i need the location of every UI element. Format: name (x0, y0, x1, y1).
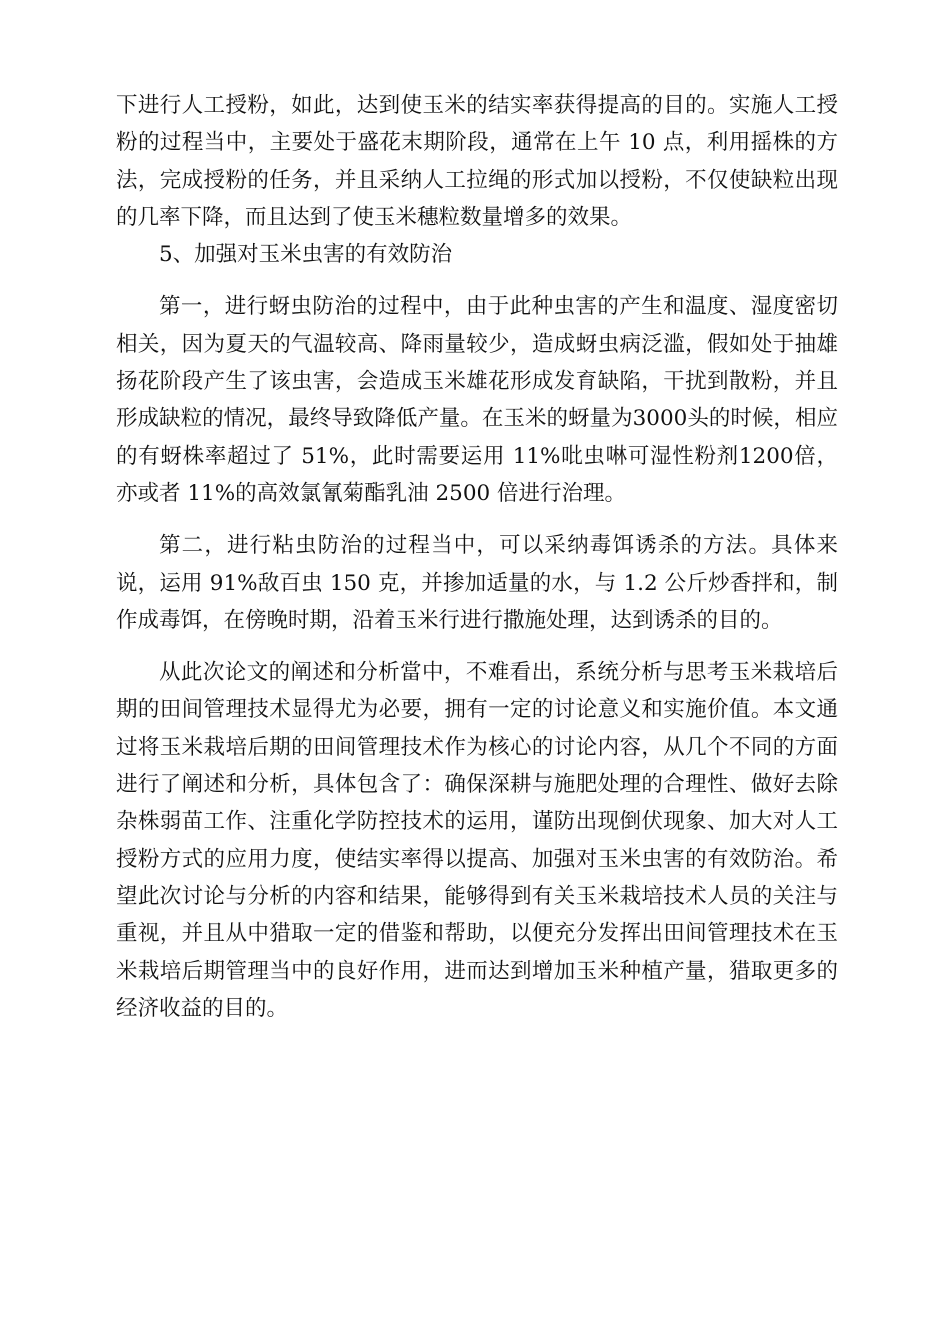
paragraph-pollination: 下进行人工授粉，如此，达到使玉米的结实率获得提高的目的。实施人工授粉的过程当中，主要处于盛花末期阶段，通常在上午 10 点，利用摇株的方法，完成授粉的任务，并且采纳人工拉绳的形式加以授粉，不仅使缺粒出现的几率下降，而且达到了使玉米穗粒数量增多的效果。 (116, 93, 838, 230)
section-heading-pest-control: 5、加强对玉米虫害的有效防治 (159, 242, 453, 268)
paragraph-conclusion: 从此次论文的阐述和分析當中，不难看出，系统分析与思考玉米栽培后期的田间管理技术显得尤为必要，拥有一定的讨论意义和实施价值。本文通过将玉米栽培后期的田间管理技术作为核心的讨论内容，从几个不同的方面进行了阐述和分析，具体包含了：确保深耕与施肥处理的合理性、做好去除杂株弱苗工作、注重化学防控技术的运用，谨防出现倒伏现象、加大对人工授粉方式的应用力度，使结实率得以提高、加强对玉米虫害的有效防治。希望此次讨论与分析的内容和结果，能够得到有关玉米栽培技术人员的关注与重视，并且从中猎取一定的借鉴和帮助，以便充分发挥出田间管理技术在玉米栽培后期管理当中的良好作用，进而达到增加玉米种植产量，猎取更多的经济收益的目的。 (116, 660, 838, 1021)
paragraph-armyworm-control: 第二，进行粘虫防治的过程当中，可以采纳毒饵诱杀的方法。具体来说，运用 91%敌百虫 150 克，并掺加适量的水，与 1.2 公斤炒香拌和，制作成毒饵，在傍晚时期，沿着玉米行进行撒施处理，达到诱杀的目的。 (116, 533, 838, 633)
paragraph-aphid-control: 第一，进行蚜虫防治的过程中，由于此种虫害的产生和温度、湿度密切相关，因为夏天的气温较高、降雨量较少，造成蚜虫病泛滥，假如处于抽雄扬花阶段产生了该虫害，会造成玉米雄花形成发育缺陷，干扰到散粉，并且形成缺粒的情况，最终导致降低产量。在玉米的蚜量为3000头的时候，相应的有蚜株率超过了 51%，此时需要运用 11%吡虫啉可湿性粉剂1200倍，亦或者 11%的高效氯氰菊酯乳油 2500 倍进行治理。 (116, 294, 838, 506)
document-page (116, 87, 838, 1027)
